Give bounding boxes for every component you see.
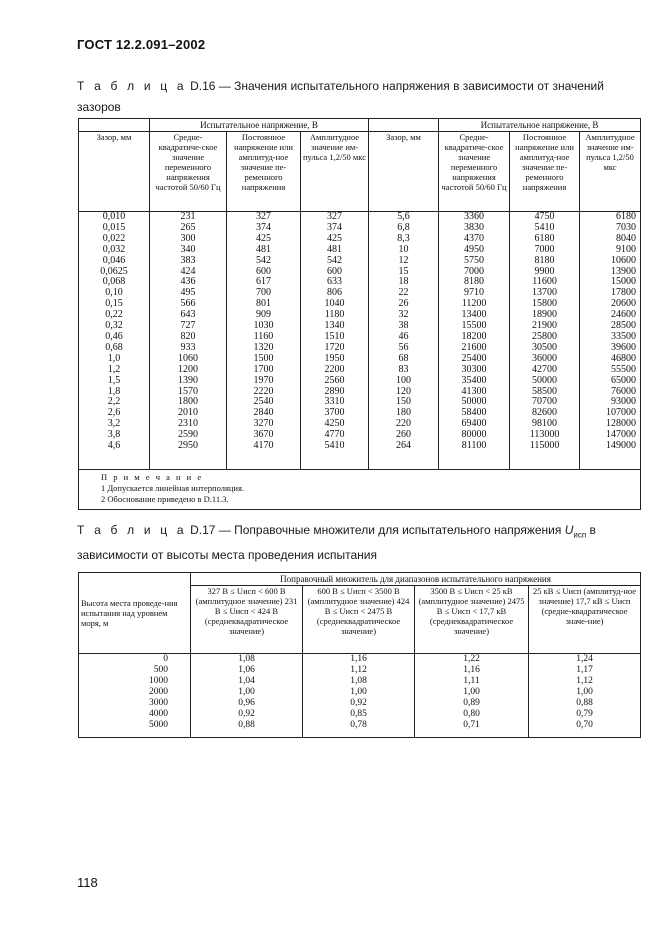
- table-cell-value: 56: [398, 341, 409, 353]
- table-cell-value: 0,79: [576, 709, 593, 719]
- table-cell-value: 147000: [606, 429, 637, 441]
- table-cell-value: 1000: [149, 676, 168, 686]
- group-header-right: Испытательное напряжение, В: [439, 119, 641, 132]
- table-cell-value: 33500: [611, 330, 637, 342]
- table-cell-value: 481: [256, 243, 271, 255]
- table-cell-value: 806: [327, 287, 342, 299]
- table-cell-value: 0,71: [463, 720, 480, 730]
- impulse-right-column: [580, 212, 641, 470]
- table-cell-value: 35400: [461, 374, 487, 386]
- table-cell-value: 424: [180, 265, 196, 277]
- table-cell-value: 1500: [253, 352, 274, 364]
- table-cell-value: 4950: [464, 243, 485, 255]
- table-cell-value: 82600: [532, 407, 558, 419]
- table-cell-value: 481: [327, 243, 342, 255]
- document-header: ГОСТ 12.2.091–2002: [77, 37, 206, 52]
- table-cell-value: 0,032: [102, 243, 126, 255]
- table-cell-value: 2950: [178, 440, 198, 452]
- table-cell-value: 20600: [611, 298, 637, 310]
- table-cell-value: 10600: [611, 254, 637, 266]
- gap-right-column: [369, 212, 439, 470]
- table-cell-value: 0,68: [105, 341, 123, 353]
- table-cell-value: 1,17: [576, 665, 593, 675]
- table-cell-value: 1040: [324, 298, 345, 310]
- table-cell-value: 1,16: [350, 654, 367, 664]
- altitude-column: [79, 654, 191, 738]
- table-cell-value: 18900: [532, 309, 558, 321]
- table-cell-value: 1,5: [107, 374, 121, 386]
- table-cell-value: 2310: [178, 418, 198, 430]
- factor-3-column: [415, 654, 529, 738]
- table-cell-value: 425: [256, 232, 271, 244]
- table-body: [79, 654, 641, 738]
- table-cell-value: 4370: [464, 232, 485, 244]
- table-title-a: — Поправочные множители для испытательного напряжения: [215, 523, 565, 537]
- table-cell-value: 1320: [253, 341, 274, 353]
- table-16: [78, 118, 641, 510]
- table-cell-value: 1180: [324, 309, 345, 321]
- col-gap-left: Зазор, мм: [79, 132, 150, 212]
- table-cell-value: 500: [153, 665, 168, 675]
- table-cell-value: 1030: [253, 320, 274, 332]
- table-cell-value: 1,24: [576, 654, 593, 664]
- table-cell-value: 0,88: [238, 720, 255, 730]
- table-cell-value: 0,85: [350, 709, 367, 719]
- table-cell-value: 7000: [534, 243, 555, 255]
- table-cell-value: 128000: [606, 418, 637, 430]
- table-cell-value: 1390: [178, 374, 198, 386]
- table-cell-value: 46800: [611, 352, 637, 364]
- table-cell-value: 1,8: [107, 385, 121, 397]
- table-cell-value: 107000: [606, 407, 637, 419]
- table-cell-value: 1,00: [350, 687, 367, 697]
- table-cell-value: 8180: [534, 254, 555, 266]
- table-cell-value: 17800: [611, 287, 637, 299]
- table-cell-value: 1,16: [463, 665, 480, 675]
- table-cell-value: 566: [180, 298, 196, 310]
- voltage-symbol: U: [564, 523, 574, 537]
- table-cell-value: 0,89: [463, 698, 480, 708]
- table-cell-value: 8040: [616, 232, 637, 244]
- table-cell-value: 13900: [611, 265, 637, 277]
- factor-1-column: [191, 654, 303, 738]
- col-gap-right: Зазор, мм: [369, 132, 439, 212]
- factor-4-column: [529, 654, 641, 738]
- table-cell-value: 81100: [461, 440, 487, 452]
- table-cell-value: 340: [180, 243, 196, 255]
- table-cell-value: 8180: [464, 276, 485, 288]
- table-cell-value: 113000: [529, 429, 560, 441]
- table-cell-value: 1,00: [576, 687, 593, 697]
- table-cell-value: 600: [256, 265, 271, 277]
- table-cell-value: 9710: [464, 287, 485, 299]
- table-cell-value: 2840: [253, 407, 274, 419]
- table-cell-value: 120: [396, 385, 412, 397]
- table-cell-value: 0,022: [102, 232, 126, 244]
- table-cell-value: 727: [180, 320, 196, 332]
- table-cell-value: 600: [327, 265, 342, 277]
- col-dc-right: Постоянное напряжение или амплитуд-ное значение пе-ременного напряжения: [510, 132, 580, 212]
- table-cell-value: 4770: [324, 429, 345, 441]
- table-cell-value: 1,08: [238, 654, 255, 664]
- table-cell-value: 700: [256, 287, 271, 299]
- table-cell-value: 70700: [532, 396, 558, 408]
- table-cell-value: 15000: [611, 276, 637, 288]
- table-cell-value: 3000: [149, 698, 168, 708]
- table-cell-value: 0,70: [576, 720, 593, 730]
- table-cell-value: 1970: [253, 374, 274, 386]
- table-cell-value: 1570: [178, 385, 198, 397]
- table-cell-value: 3360: [464, 211, 485, 222]
- table-cell-value: 12: [398, 254, 409, 266]
- table-cell-value: 0,32: [105, 320, 123, 332]
- table-cell-value: 2010: [178, 407, 198, 419]
- table-cell-value: 820: [180, 330, 196, 342]
- table-cell-value: 149000: [606, 440, 637, 452]
- table-number: D.16: [190, 79, 216, 93]
- table-cell-value: 4250: [324, 418, 345, 430]
- table-label: Т а б л и ц а: [77, 79, 187, 93]
- col-altitude: Высота места проведе-ния испытания над уровнем моря, м: [79, 573, 191, 654]
- table-cell-value: 1510: [324, 330, 345, 342]
- table-cell-value: 1060: [178, 352, 198, 364]
- table-notes: [79, 470, 641, 510]
- table-cell-value: 50000: [461, 396, 487, 408]
- table-cell-value: 3,8: [107, 429, 121, 441]
- col-range-2: 600 В ≤ Uисп < 3500 В (амплитудное значение) 424 В ≤ Uисп < 2475 В (среднеквадратическое значение): [303, 586, 415, 654]
- col-impulse-left: Амплитудное значение им-пульса 1,2/50 мкс: [301, 132, 369, 212]
- table-title: — Значения испытательного напряжения в зависимости от значений зазоров: [77, 79, 604, 114]
- table-17-caption: [77, 520, 639, 566]
- table-label: Т а б л и ц а: [77, 523, 187, 537]
- table-cell-value: 69400: [461, 418, 487, 430]
- table-number: D.17: [190, 523, 216, 537]
- table-cell-value: 801: [256, 298, 271, 310]
- table-cell-value: 327: [327, 211, 342, 222]
- table-cell-value: 1,2: [107, 363, 121, 375]
- table-cell-value: 2,2: [107, 396, 121, 408]
- table-cell-value: 6,8: [397, 221, 410, 233]
- col-range-4: 25 кВ ≤ Uисп (амплитуд-ное значение) 17,7 кВ ≤ Uисп (средне-квадратическое значе-ние): [529, 586, 641, 654]
- table-cell-value: 633: [327, 276, 342, 288]
- table-cell-value: 22: [398, 287, 409, 299]
- table-cell-value: 0,15: [105, 298, 123, 310]
- col-range-3: 3500 В ≤ Uисп < 25 кВ (амплитудное значение) 2475 В ≤ Uисп < 17,7 кВ (среднеквадратическое значение): [415, 586, 529, 654]
- table-cell-value: 383: [180, 254, 196, 266]
- table-cell-value: 0,78: [350, 720, 367, 730]
- gap-left-column: [79, 212, 150, 470]
- table-cell-value: 0,92: [238, 709, 255, 719]
- table-cell-value: 25400: [461, 352, 487, 364]
- table-cell-value: 18200: [461, 330, 487, 342]
- table-cell-value: 617: [256, 276, 271, 288]
- table-cell-value: 21600: [461, 341, 487, 353]
- table-cell-value: 80000: [461, 429, 487, 441]
- table-cell-value: 1,06: [238, 665, 255, 675]
- dc-right-column: [510, 212, 580, 470]
- table-cell-value: 8,3: [397, 232, 410, 244]
- table-cell-value: 11600: [532, 276, 557, 288]
- table-cell-value: 0,015: [102, 221, 126, 233]
- voltage-subscript: исп: [573, 530, 587, 540]
- note-2: 2 Обоснование приведено в D.11.3.: [101, 494, 229, 504]
- table-cell-value: 5000: [149, 720, 168, 730]
- table-cell-value: 83: [398, 363, 409, 375]
- table-cell-value: 542: [256, 254, 271, 266]
- table-cell-value: 436: [180, 276, 196, 288]
- table-cell-value: 98100: [532, 418, 558, 430]
- table-cell-value: 2220: [253, 385, 274, 397]
- table-cell-value: 0,46: [105, 330, 123, 342]
- note-1: 1 Допускается линейная интерполяция.: [101, 483, 244, 493]
- table-cell-value: 374: [327, 221, 342, 233]
- table-cell-value: 32: [398, 309, 409, 321]
- col-impulse-right: Амплитудное значение им-пульса 1,2/50 мкс: [580, 132, 641, 212]
- table-cell-value: 39600: [611, 341, 637, 353]
- table-title-b: в зависимости от высоты места проведения испытания: [77, 523, 596, 563]
- group-header: Поправочный множитель для диапазонов испытательного напряжения: [191, 573, 641, 586]
- table-cell-value: 1,08: [350, 676, 367, 686]
- table-cell-value: 5410: [534, 221, 555, 233]
- table-cell-value: 2000: [149, 687, 168, 697]
- table-cell-value: 0,0625: [100, 265, 128, 277]
- table-cell-value: 41300: [461, 385, 487, 397]
- rms-left-column: [150, 212, 227, 470]
- table-cell-value: 425: [327, 232, 342, 244]
- table-cell-value: 4750: [534, 211, 555, 222]
- table-cell-value: 2590: [178, 429, 198, 441]
- table-cell-value: 24600: [611, 309, 637, 321]
- table-cell-value: 26: [398, 298, 409, 310]
- table-cell-value: 2890: [324, 385, 345, 397]
- table-cell-value: 93000: [611, 396, 637, 408]
- table-cell-value: 9900: [534, 265, 555, 277]
- table-cell-value: 3,2: [107, 418, 121, 430]
- table-cell-value: 30500: [532, 341, 558, 353]
- table-cell-value: 1,22: [463, 654, 480, 664]
- table-cell-value: 2560: [324, 374, 345, 386]
- table-cell-value: 7000: [464, 265, 485, 277]
- table-cell-value: 1,11: [463, 676, 480, 686]
- table-cell-value: 0,96: [238, 698, 255, 708]
- table-cell-value: 1720: [324, 341, 345, 353]
- table-17: [78, 572, 641, 738]
- table-cell-value: 100: [396, 374, 412, 386]
- col-dc-left: Постоянное напряжение или амплитуд-ное значение пе-ременного напряжения: [227, 132, 301, 212]
- table-cell-value: 220: [396, 418, 412, 430]
- table-cell-value: 38: [398, 320, 409, 332]
- table-cell-value: 115000: [529, 440, 560, 452]
- table-cell-value: 5,6: [397, 211, 410, 222]
- table-cell-value: 2200: [324, 363, 345, 375]
- table-cell-value: 9100: [616, 243, 637, 255]
- table-cell-value: 0,010: [102, 211, 126, 222]
- dc-left-column: [227, 212, 301, 470]
- table-cell-value: 11200: [461, 298, 487, 310]
- table-cell-value: 0,046: [102, 254, 126, 266]
- table-body: [79, 212, 641, 470]
- table-cell-value: 15: [398, 265, 409, 277]
- table-cell-value: 3310: [324, 396, 345, 408]
- table-cell-value: 1700: [253, 363, 274, 375]
- table-cell-value: 21900: [532, 320, 558, 332]
- table-cell-value: 18: [398, 276, 409, 288]
- table-cell-value: 6180: [616, 211, 637, 222]
- col-rms-left: Средне-квадратиче-ское значение переменного напряжения частотой 50/60 Гц: [150, 132, 227, 212]
- table-cell-value: 0: [163, 654, 168, 664]
- table-cell-value: 643: [180, 309, 196, 321]
- table-cell-value: 1340: [324, 320, 345, 332]
- table-cell-value: 3830: [464, 221, 485, 233]
- table-cell-value: 5750: [464, 254, 485, 266]
- table-cell-value: 28500: [611, 320, 637, 332]
- table-cell-value: 495: [180, 287, 196, 299]
- table-cell-value: 3670: [253, 429, 274, 441]
- table-cell-value: 1,00: [238, 687, 255, 697]
- table-cell-value: 327: [256, 211, 271, 222]
- table-cell-value: 25800: [532, 330, 558, 342]
- table-cell-value: 0,92: [350, 698, 367, 708]
- table-cell-value: 76000: [611, 385, 637, 397]
- impulse-left-column: [301, 212, 369, 470]
- table-cell-value: 13400: [461, 309, 487, 321]
- table-cell-value: 10: [398, 243, 409, 255]
- table-cell-value: 1200: [178, 363, 198, 375]
- table-cell-value: 65000: [611, 374, 637, 386]
- table-cell-value: 150: [396, 396, 412, 408]
- table-cell-value: 909: [256, 309, 271, 321]
- table-cell-value: 231: [180, 211, 196, 222]
- table-16-caption: [77, 76, 639, 118]
- page-number: 118: [77, 875, 98, 890]
- table-cell-value: 4170: [253, 440, 274, 452]
- table-cell-value: 42700: [532, 363, 558, 375]
- table-cell-value: 180: [396, 407, 412, 419]
- table-cell-value: 0,80: [463, 709, 480, 719]
- factor-2-column: [303, 654, 415, 738]
- table-cell-value: 2,6: [107, 407, 121, 419]
- table-cell-value: 55500: [611, 363, 637, 375]
- table-cell-value: 3700: [324, 407, 345, 419]
- table-cell-value: 264: [396, 440, 412, 452]
- table-cell-value: 1,04: [238, 676, 255, 686]
- group-header-left: Испытательное напряжение, В: [150, 119, 369, 132]
- table-cell-value: 15500: [461, 320, 487, 332]
- table-cell-value: 4,6: [107, 440, 121, 452]
- table-cell-value: 933: [180, 341, 196, 353]
- table-cell-value: 6180: [534, 232, 555, 244]
- table-cell-value: 58400: [461, 407, 487, 419]
- table-cell-value: 1800: [178, 396, 198, 408]
- rms-right-column: [439, 212, 510, 470]
- table-cell-value: 1,12: [576, 676, 593, 686]
- table-cell-value: 1,00: [463, 687, 480, 697]
- table-cell-value: 0,068: [102, 276, 126, 288]
- table-cell-value: 260: [396, 429, 412, 441]
- col-rms-right: Средне-квадратиче-ское значение переменного напряжения частотой 50/60 Гц: [439, 132, 510, 212]
- table-cell-value: 1160: [253, 330, 274, 342]
- table-cell-value: 4000: [149, 709, 168, 719]
- table-cell-value: 300: [180, 232, 196, 244]
- col-range-1: 327 В ≤ Uисп < 600 В (амплитудное значение) 231 В ≤ Uисп < 424 В (среднеквадратическое значение): [191, 586, 303, 654]
- notes-title: П р и м е ч а н и е: [101, 472, 204, 482]
- table-cell-value: 0,88: [576, 698, 593, 708]
- table-cell-value: 1950: [324, 352, 345, 364]
- table-cell-value: 5410: [324, 440, 345, 452]
- table-cell-value: 0,22: [105, 309, 123, 321]
- table-cell-value: 0,10: [105, 287, 123, 299]
- table-cell-value: 58500: [532, 385, 558, 397]
- table-cell-value: 13700: [532, 287, 558, 299]
- table-cell-value: 30300: [461, 363, 487, 375]
- table-cell-value: 50000: [532, 374, 558, 386]
- table-cell-value: 15800: [532, 298, 558, 310]
- table-cell-value: 1,12: [350, 665, 367, 675]
- table-cell-value: 68: [398, 352, 409, 364]
- table-cell-value: 1,0: [107, 352, 121, 364]
- table-cell-value: 265: [180, 221, 196, 233]
- table-cell-value: 36000: [532, 352, 558, 364]
- table-cell-value: 542: [327, 254, 342, 266]
- table-cell-value: 46: [398, 330, 409, 342]
- table-cell-value: 374: [256, 221, 271, 233]
- table-cell-value: 2540: [253, 396, 274, 408]
- table-cell-value: 7030: [616, 221, 637, 233]
- table-cell-value: 3270: [253, 418, 274, 430]
